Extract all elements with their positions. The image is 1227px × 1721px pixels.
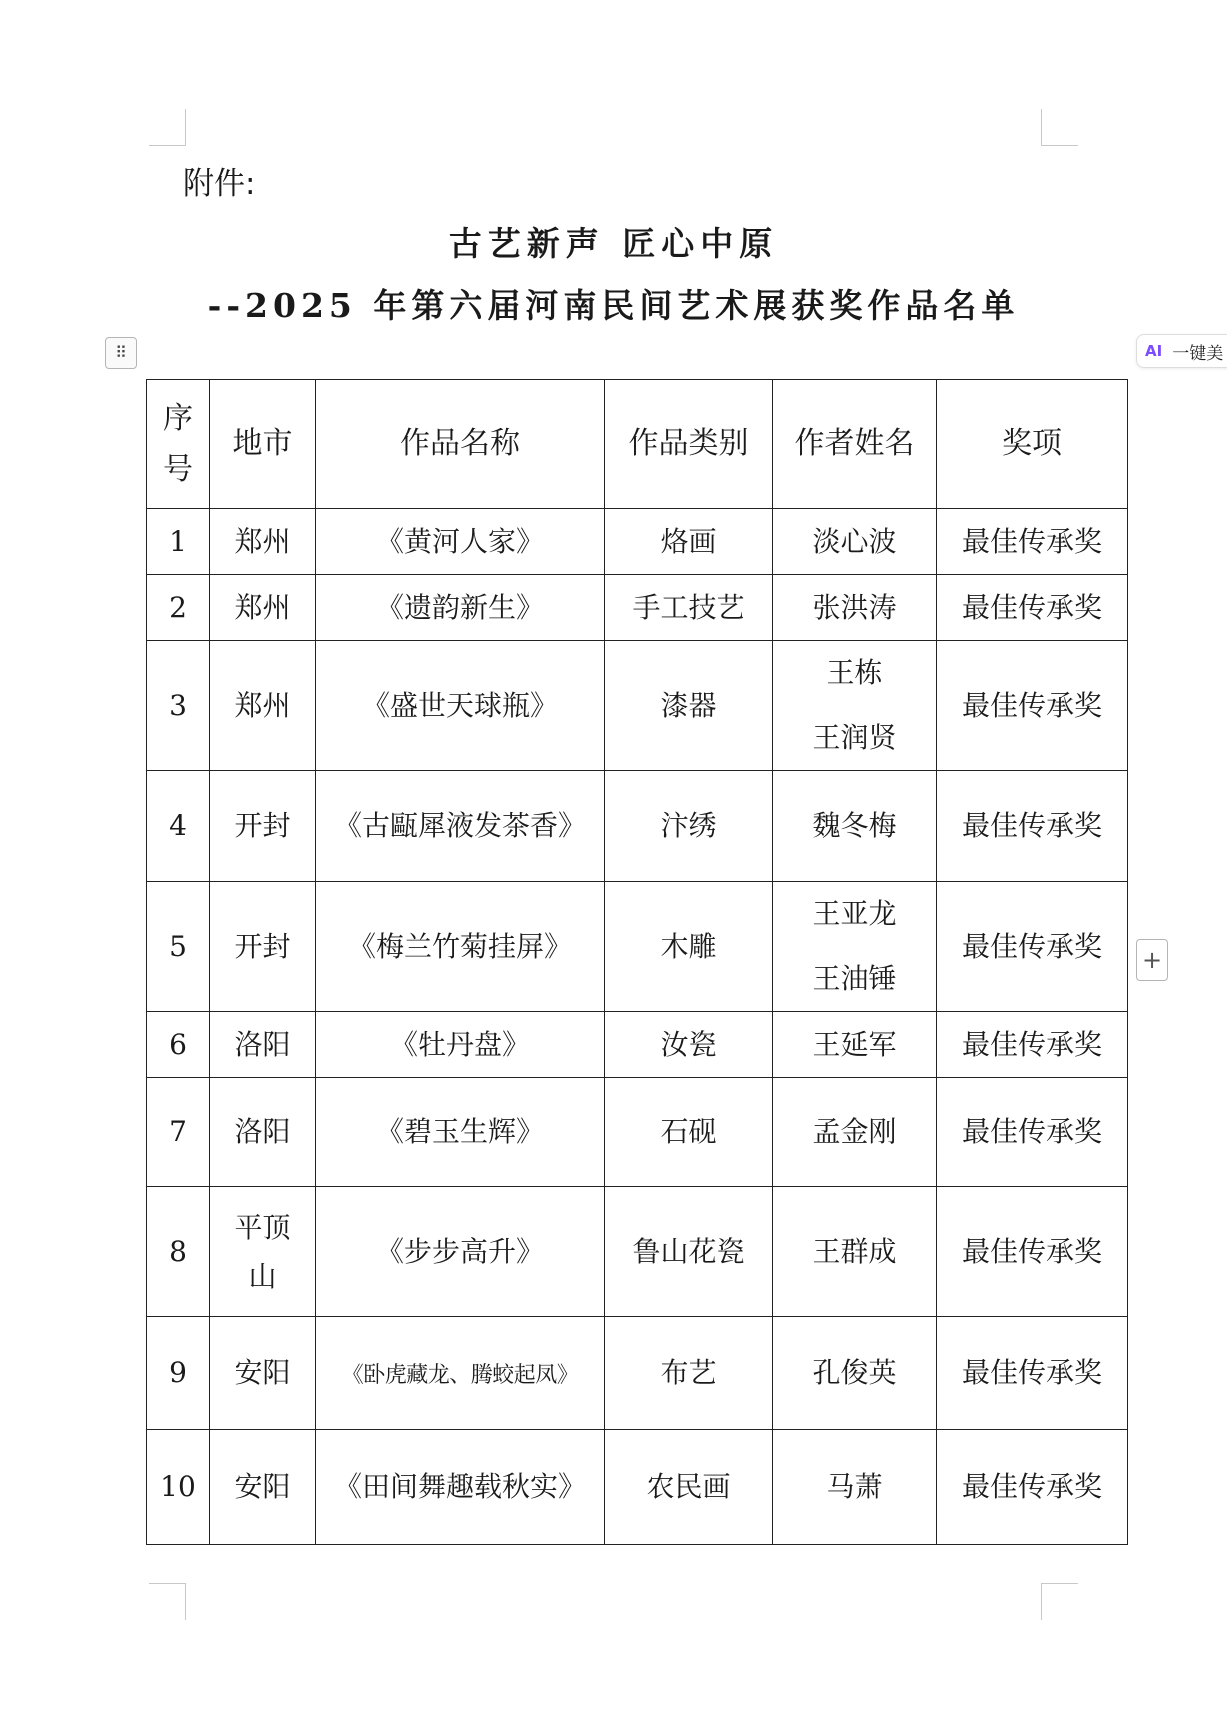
table-row xyxy=(147,1430,1128,1545)
author-name: 王亚龙 xyxy=(812,897,897,931)
row-work: 《梅兰竹菊挂屏》 xyxy=(316,882,605,1012)
row-author: 淡心波 xyxy=(773,509,937,575)
row-category: 农民画 xyxy=(605,1430,773,1545)
row-category: 漆器 xyxy=(605,641,773,771)
table-row xyxy=(147,575,1128,641)
row-work: 《步步高升》 xyxy=(316,1187,605,1317)
row-work: 《遗韵新生》 xyxy=(316,575,605,641)
author-name: 王栋 xyxy=(826,656,883,690)
row-number: 10 xyxy=(147,1430,210,1545)
row-city: 郑州 xyxy=(210,641,316,771)
header-cell: 作者姓名 xyxy=(773,380,937,509)
row-work: 《田间舞趣载秋实》 xyxy=(316,1430,605,1545)
row-category: 鲁山花瓷 xyxy=(605,1187,773,1317)
table-row xyxy=(147,1187,1128,1317)
crop-mark-bottom-left xyxy=(149,1583,186,1620)
plus-icon: + xyxy=(1141,946,1163,974)
row-number: 9 xyxy=(147,1317,210,1430)
drag-handle-icon: ⠿ xyxy=(115,343,127,362)
row-city xyxy=(210,1187,316,1317)
row-city: 郑州 xyxy=(210,575,316,641)
row-number: 1 xyxy=(147,509,210,575)
row-number: 5 xyxy=(147,882,210,1012)
table-row xyxy=(147,1317,1128,1430)
table-move-handle[interactable] xyxy=(105,337,137,369)
table-row xyxy=(147,882,1128,1012)
crop-mark-top-right xyxy=(1041,109,1078,146)
row-city: 开封 xyxy=(210,771,316,882)
row-award: 最佳传承奖 xyxy=(937,1187,1128,1317)
row-city-text: 平顶山 xyxy=(234,1210,291,1293)
row-category: 烙画 xyxy=(605,509,773,575)
author-name: 王油锤 xyxy=(812,961,897,995)
ai-beautify-button[interactable] xyxy=(1136,334,1227,368)
row-work: 《古甌犀液发茶香》 xyxy=(316,771,605,882)
row-number: 8 xyxy=(147,1187,210,1317)
table-header-row xyxy=(147,380,1128,509)
row-city: 郑州 xyxy=(210,509,316,575)
row-author: 魏冬梅 xyxy=(773,771,937,882)
row-city: 开封 xyxy=(210,882,316,1012)
row-category: 石砚 xyxy=(605,1078,773,1187)
row-category: 汝瓷 xyxy=(605,1012,773,1078)
row-category: 汴绣 xyxy=(605,771,773,882)
row-author: 孟金刚 xyxy=(773,1078,937,1187)
ai-icon: AI xyxy=(1145,342,1163,360)
row-award: 最佳传承奖 xyxy=(937,882,1128,1012)
row-city: 安阳 xyxy=(210,1317,316,1430)
row-category: 布艺 xyxy=(605,1317,773,1430)
row-number: 6 xyxy=(147,1012,210,1078)
row-work-text: 《卧虎藏龙、腾蛟起凤》 xyxy=(341,1363,579,1389)
row-work: 《牡丹盘》 xyxy=(316,1012,605,1078)
header-cell: 作品名称 xyxy=(316,380,605,509)
row-author: 王延军 xyxy=(773,1012,937,1078)
row-award: 最佳传承奖 xyxy=(937,1430,1128,1545)
row-number: 3 xyxy=(147,641,210,771)
row-author: 马萧 xyxy=(773,1430,937,1545)
row-award: 最佳传承奖 xyxy=(937,1317,1128,1430)
table-row xyxy=(147,1078,1128,1187)
author-name: 王润贤 xyxy=(812,720,897,754)
header-cell: 作品类别 xyxy=(605,380,773,509)
table-row xyxy=(147,771,1128,882)
row-work: 《盛世天球瓶》 xyxy=(316,641,605,771)
table-row xyxy=(147,641,1128,771)
row-number: 4 xyxy=(147,771,210,882)
add-row-button[interactable] xyxy=(1136,939,1168,981)
row-category: 木雕 xyxy=(605,882,773,1012)
row-author xyxy=(773,882,937,1012)
row-city: 洛阳 xyxy=(210,1012,316,1078)
row-author: 张洪涛 xyxy=(773,575,937,641)
row-category: 手工技艺 xyxy=(605,575,773,641)
header-cell: 序号 xyxy=(147,380,210,509)
row-author xyxy=(773,641,937,771)
crop-mark-top-left xyxy=(149,109,186,146)
document-title: 古艺新声 匠心中原 xyxy=(448,224,779,263)
row-author: 孔俊英 xyxy=(773,1317,937,1430)
row-award: 最佳传承奖 xyxy=(937,575,1128,641)
row-award: 最佳传承奖 xyxy=(937,1012,1128,1078)
row-work: 《碧玉生辉》 xyxy=(316,1078,605,1187)
document-subtitle: --2025 年第六届河南民间艺术展获奖作品名单 xyxy=(207,286,1020,325)
header-cell: 地市 xyxy=(210,380,316,509)
row-award: 最佳传承奖 xyxy=(937,509,1128,575)
row-city: 洛阳 xyxy=(210,1078,316,1187)
row-author: 王群成 xyxy=(773,1187,937,1317)
awards-table xyxy=(146,379,1128,1545)
attachment-label: 附件: xyxy=(183,166,256,202)
header-cell: 奖项 xyxy=(937,380,1128,509)
ai-beautify-label: 一键美 xyxy=(1172,343,1224,364)
row-number: 7 xyxy=(147,1078,210,1187)
row-work xyxy=(316,1317,605,1430)
row-award: 最佳传承奖 xyxy=(937,771,1128,882)
crop-mark-bottom-right xyxy=(1041,1583,1078,1620)
row-city: 安阳 xyxy=(210,1430,316,1545)
row-number: 2 xyxy=(147,575,210,641)
table-row xyxy=(147,1012,1128,1078)
row-award: 最佳传承奖 xyxy=(937,641,1128,771)
row-award: 最佳传承奖 xyxy=(937,1078,1128,1187)
table-row xyxy=(147,509,1128,575)
row-work: 《黄河人家》 xyxy=(316,509,605,575)
